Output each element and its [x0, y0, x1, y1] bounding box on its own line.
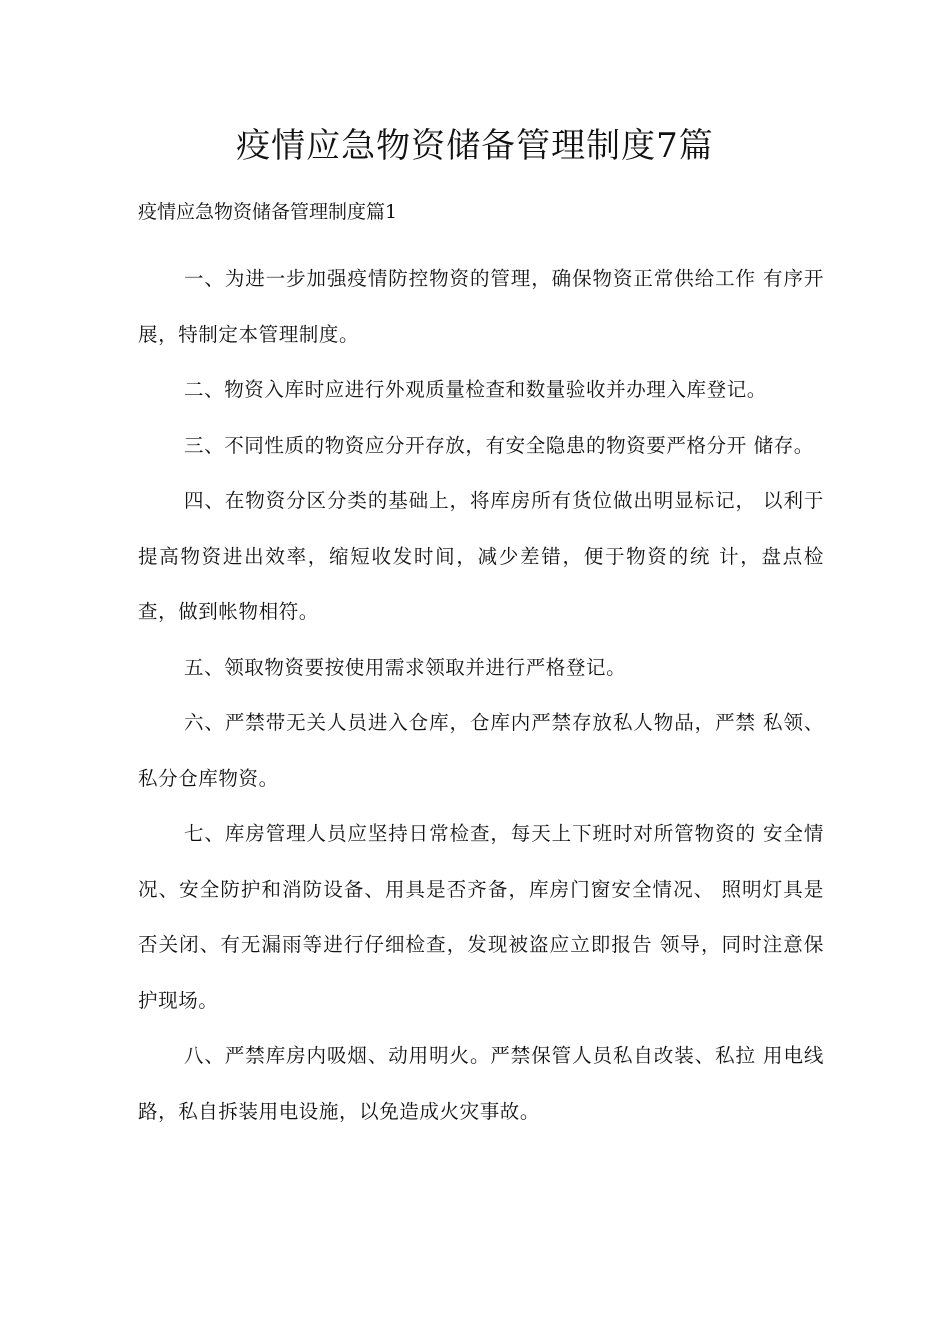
section-heading: 疫情应急物资储备管理制度篇1 — [138, 201, 398, 223]
paragraph: 八、严禁库房内吸烟、动用明火。严禁保管人员私自改装、私拉 用电线路，私自拆装用电设施，以免造成火灾事故。 — [138, 1044, 824, 1123]
document-body — [138, 251, 824, 1139]
paragraph: 二、物资入库时应进行外观质量检查和数量验收并办理入库登记。 — [184, 378, 767, 401]
paragraph: 五、领取物资要按使用需求领取并进行严格登记。 — [184, 655, 627, 679]
paragraph: 三、不同性质的物资应分开存放，有安全隐患的物资要严格分开 储存。 — [184, 433, 814, 457]
paragraph: 一、为进一步加强疫情防控物资的管理，确保物资正常供给工作 有序开展，特制定本管理制度。 — [138, 267, 824, 346]
paragraph: 四、在物资分区分类的基础上，将库房所有货位做出明显标记， 以利于提高物资进出效率，缩短收发时间，减少差错，便于物资的统 计，盘点检查，做到帐物相符。 — [138, 489, 824, 623]
paragraph: 六、严禁带无关人员进入仓库，仓库内严禁存放私人物品，严禁 私领、私分仓库物资。 — [138, 711, 824, 790]
document-title: 疫情应急物资储备管理制度7篇 — [236, 126, 714, 166]
paragraph: 七、库房管理人员应坚持日常检查，每天上下班时对所管物资的 安全情况、安全防护和消防设备、用具是否齐备，库房门窗安全情况、 照明灯具是否关闭、有无漏雨等进行仔细检查，发现被盗应立即报告 领导，同时注意保护现场。 — [138, 822, 824, 1012]
